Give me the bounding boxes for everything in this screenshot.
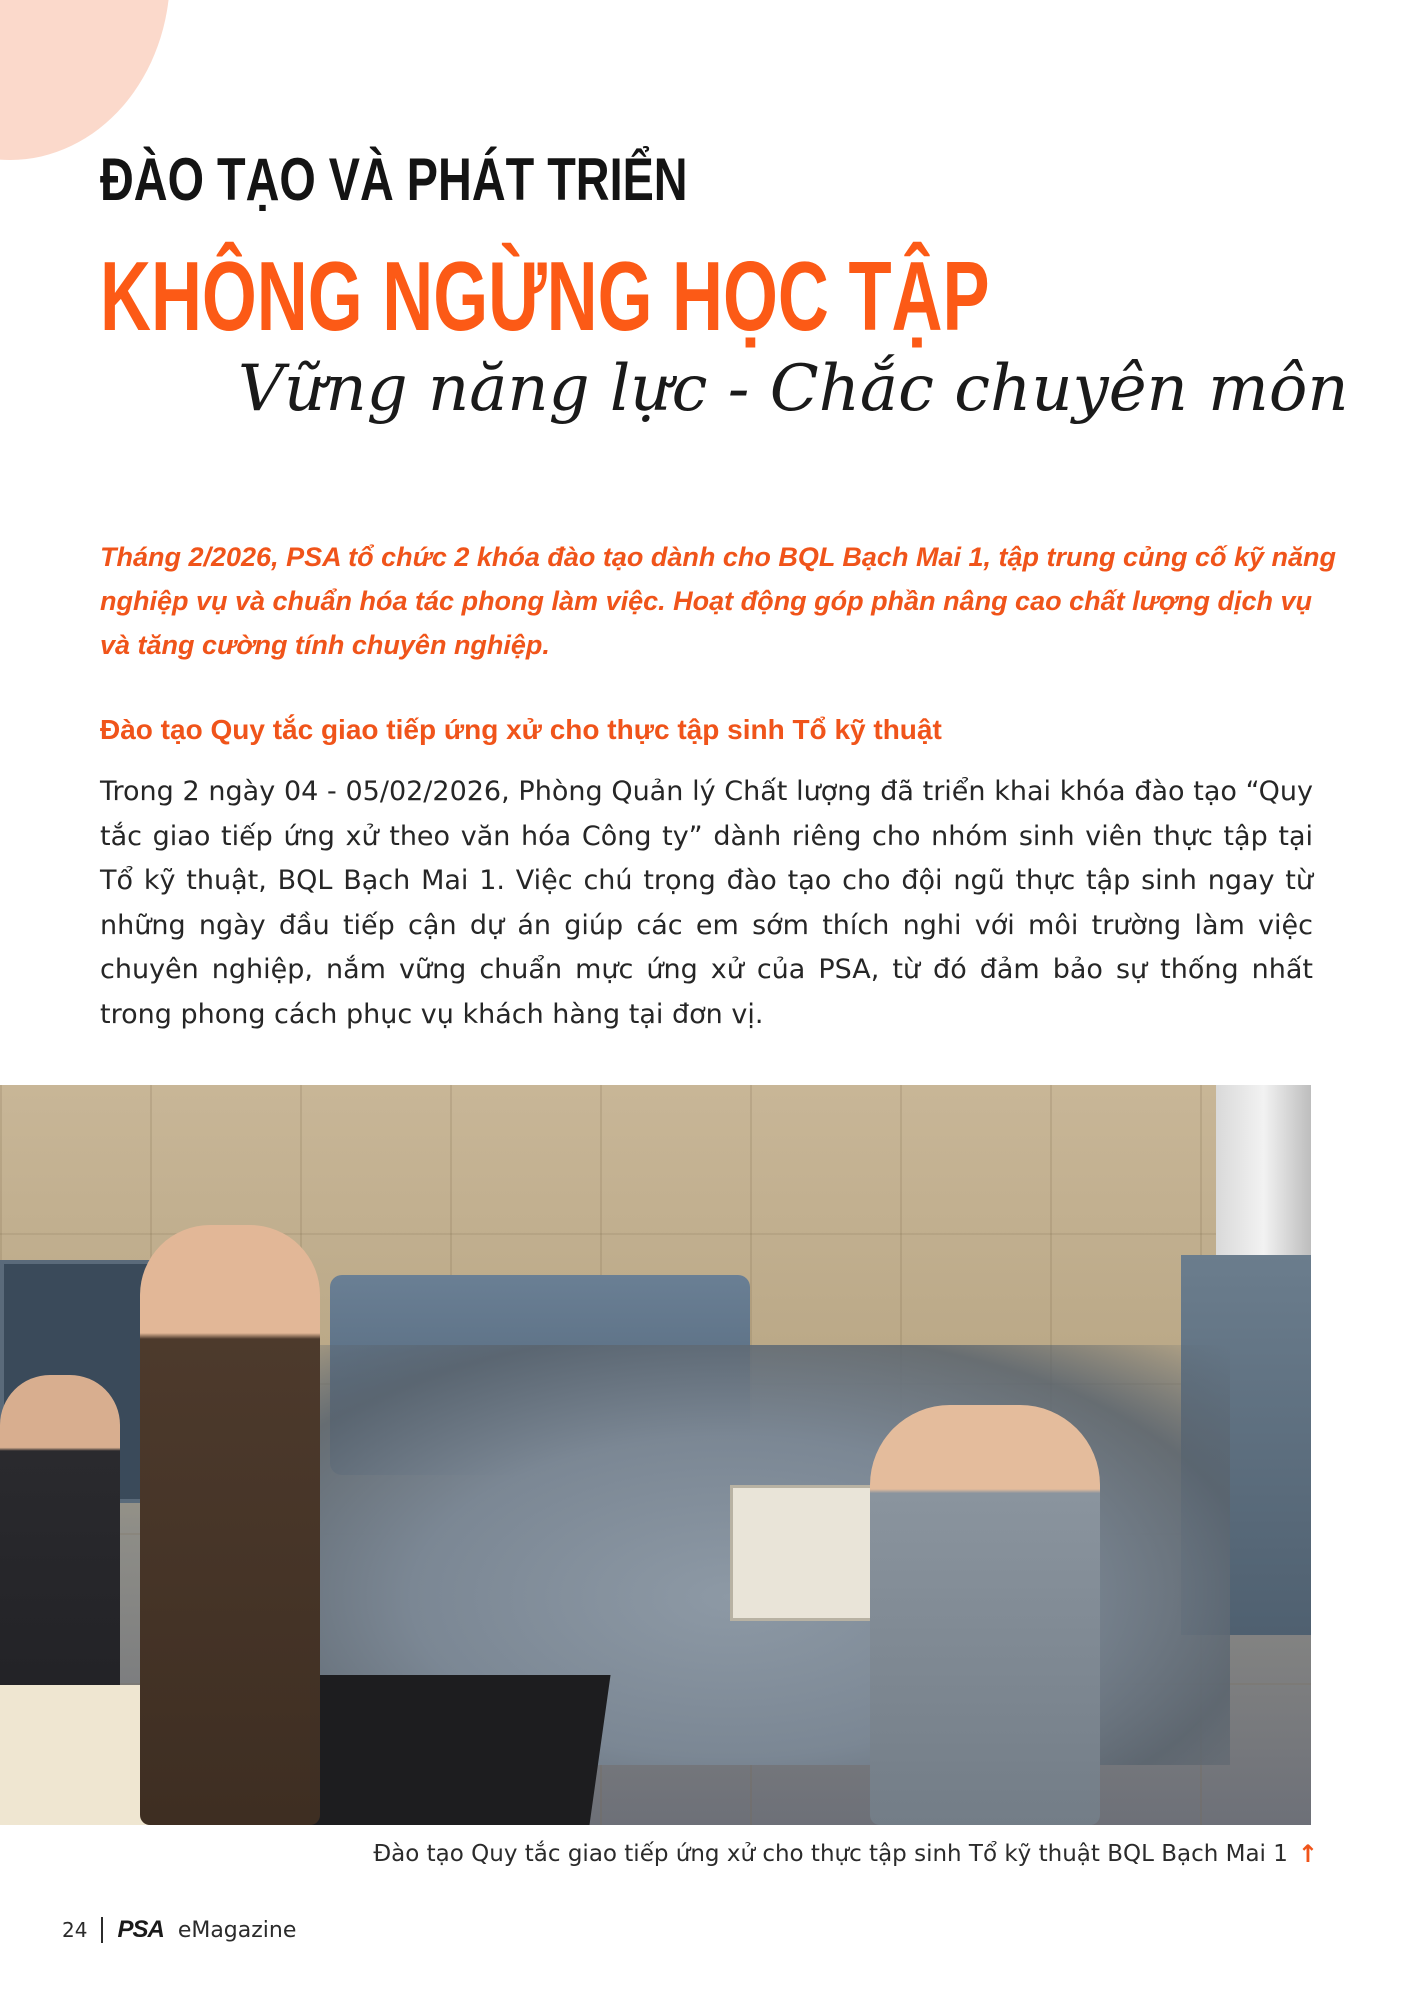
lead-paragraph: Tháng 2/2026, PSA tổ chức 2 khóa đào tạo dành cho BQL Bạch Mai 1, tập trung củng cố kỹ năng nghiệp vụ và chuẩn hóa tác phong làm việc. Hoạt động góp phần nâng cao chất lượng dịch vụ và tăng cường tính chuyên nghiệp. [100,542,1336,660]
section-kicker: ĐÀO TẠO VÀ PHÁT TRIỂN [100,146,688,213]
brand-logo: PSA [117,1916,164,1943]
training-photo [0,1085,1311,1825]
photo-caption [373,1840,1318,1868]
tagline: Vững năng lực - Chắc chuyên môn [238,352,1349,426]
corner-decoration [0,0,170,160]
photo-trainer [140,1225,320,1825]
arrow-up-icon: ↑ [1297,1840,1318,1868]
section-heading: Đào tạo Quy tắc giao tiếp ứng xử cho thực tập sinh Tổ kỹ thuật [100,714,942,745]
photo-person-right [870,1405,1100,1825]
body-paragraph: Trong 2 ngày 04 - 05/02/2026, Phòng Quản lý Chất lượng đã triển khai khóa đào tạo “Quy tắc giao tiếp ứng xử theo văn hóa Công ty” dành riêng cho nhóm sinh viên thực tập tại Tổ kỹ thuật, BQL Bạch Mai 1. Việc chú trọng đào tạo cho đội ngũ thực tập sinh ngay từ những ngày đầu tiếp cận dự án giúp các em sớm thích nghi với môi trường làm việc chuyên nghiệp, nắm vững chuẩn mực ứng xử của PSA, từ đó đảm bảo sự thống nhất trong phong cách phục vụ khách hàng tại đơn vị. [100,776,1313,1030]
footer-divider [101,1917,103,1943]
photo-caption-text: Đào tạo Quy tắc giao tiếp ứng xử cho thực tập sinh Tổ kỹ thuật BQL Bạch Mai 1 [373,1841,1288,1867]
page-number: 24 [62,1918,88,1942]
photo-person-left [0,1375,120,1705]
page-headline: KHÔNG NGỪNG HỌC TẬP [100,241,990,351]
publication-name: eMagazine [177,1917,297,1943]
page-footer [62,1916,296,1944]
